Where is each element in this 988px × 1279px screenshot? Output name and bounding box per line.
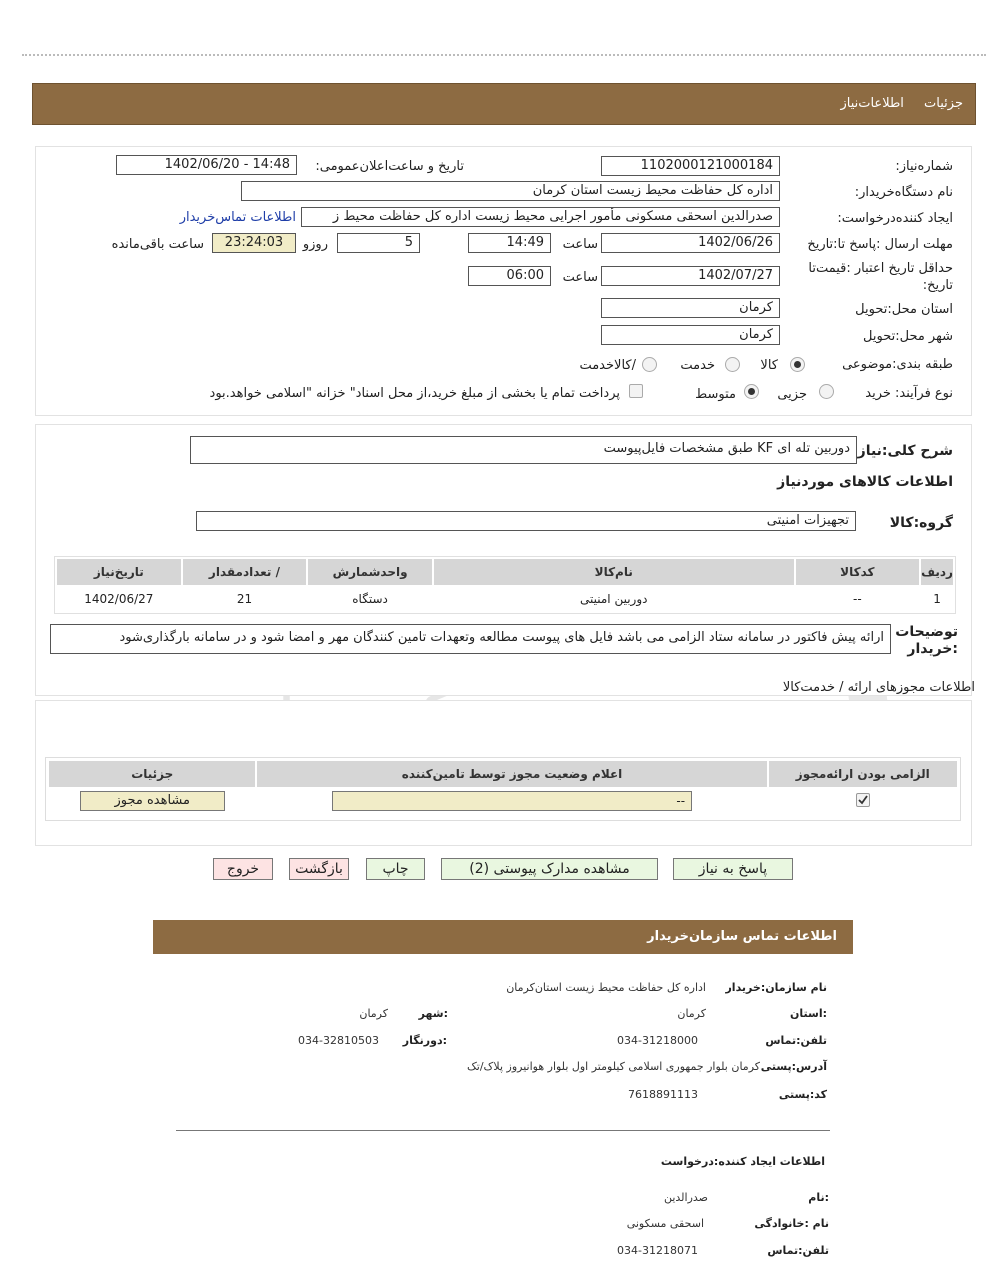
validity-label: حداقل تاریخ اعتبار :قیمت‌تا تاریخ:: [808, 261, 953, 293]
view-attachments-button[interactable]: مشاهده مدارک پیوستی (2): [441, 858, 658, 880]
city-contact-label: :شهر: [418, 1007, 448, 1020]
address-label: آدرس:پستی: [760, 1060, 827, 1073]
validity-date-field: 1402/07/27: [601, 266, 780, 286]
process-partial-radio[interactable]: [819, 384, 834, 399]
creator-label: ایجاد کننده‌درخواست:: [837, 211, 953, 226]
province-contact-value: کرمان: [677, 1007, 706, 1020]
category-goods-radio[interactable]: [790, 357, 805, 372]
permits-title: اطلاعات مجوزهای ارائه / خدمت‌کالا: [782, 680, 975, 695]
cell-date: 1402/06/27: [57, 587, 181, 611]
category-goods-label: کالا: [760, 358, 778, 373]
goods-info-title: اطلاعات کالاهای موردنیاز: [777, 474, 953, 490]
need-number-field: 1102000121000184: [601, 156, 780, 176]
city-field: کرمان: [601, 325, 780, 345]
org-value: اداره کل حفاظت محیط زیست استان‌کرمان: [506, 981, 706, 994]
category-both-label: /کالاخدمت: [579, 358, 636, 373]
treasury-payment-checkbox[interactable]: [629, 384, 643, 398]
postal-value: 7618891113: [628, 1088, 698, 1101]
buyer-field: اداره کل حفاظت محیط زیست استان کرمان: [241, 181, 780, 201]
cell-code: --: [796, 587, 919, 611]
cell-quantity: 21: [183, 587, 307, 611]
days-label: روزو: [302, 237, 328, 252]
creator-phone-label: تلفن:تماس: [767, 1244, 829, 1257]
goods-table: [54, 556, 956, 614]
contact-divider: [176, 1130, 830, 1131]
table-row: [49, 789, 957, 813]
category-service-radio[interactable]: [725, 357, 740, 372]
category-label: طبقه بندی:موضوعی: [842, 357, 953, 372]
creator-family-value: اسحقی مسکونی: [626, 1217, 704, 1230]
general-description-field: دوربین تله ای KF طبق مشخصات فایل‌پیوست: [190, 436, 857, 464]
creator-phone-value: 034-31218071: [617, 1244, 698, 1257]
col-row: ردیف: [921, 559, 953, 585]
cell-unit: دستگاه: [308, 587, 432, 611]
validity-time-field: 06:00: [468, 266, 551, 286]
col-quantity: / تعدادمقدار: [183, 559, 307, 585]
col-permit-status: اعلام وضعیت مجوز توسط تامین‌کننده: [257, 761, 766, 787]
tab-need-info[interactable]: اطلاعات‌نیاز: [840, 96, 904, 111]
cell-row: 1: [921, 587, 953, 611]
view-permit-button[interactable]: مشاهده مجوز: [80, 791, 225, 811]
table-row: [57, 587, 953, 611]
phone-value: 034-31218000: [617, 1034, 698, 1047]
deadline-hour-label: ساعت: [562, 237, 598, 252]
permit-status-cell: [257, 789, 766, 813]
col-code: کدکالا: [796, 559, 919, 585]
org-label: نام سازمان:خریدار: [725, 981, 827, 994]
phone-label: تلفن:تماس: [765, 1034, 827, 1047]
reply-button[interactable]: پاسخ به نیاز: [673, 858, 793, 880]
fax-label: :دورنگار: [402, 1034, 447, 1047]
province-label: استان محل:تحویل: [855, 302, 953, 317]
city-contact-value: کرمان: [359, 1007, 388, 1020]
days-field: 5: [337, 233, 420, 253]
details-tab-bar: [32, 83, 976, 125]
announce-label: تاریخ و ساعت‌اعلان‌عمومی:: [315, 159, 464, 174]
creator-info-title: اطلاعات ایجاد کننده:درخواست: [660, 1155, 825, 1168]
address-value: کرمان بلوار جمهوری اسلامی کیلومتر اول بلوار هوانیروز پلاک/تک: [466, 1060, 760, 1073]
category-both-radio[interactable]: [642, 357, 657, 372]
exit-button[interactable]: خروج: [213, 858, 273, 880]
permits-table: [47, 759, 959, 815]
province-contact-label: :استان: [790, 1007, 827, 1020]
check-icon: [857, 794, 869, 806]
top-divider: [22, 54, 986, 56]
announce-field: 1402/06/20 - 14:48: [116, 155, 297, 175]
process-label: نوع فرآیند: خرید: [865, 386, 953, 401]
creator-name-value: صدرالدین: [663, 1191, 708, 1204]
postal-label: کد:پستی: [778, 1088, 827, 1101]
buyer-label: نام دستگاه‌خریدار:: [854, 185, 953, 200]
fax-value: 034-32810503: [298, 1034, 379, 1047]
remaining-label: ساعت باقی‌مانده: [111, 237, 204, 252]
need-number-label: شماره‌نیاز:: [895, 159, 953, 174]
validity-hour-label: ساعت: [562, 270, 598, 285]
creator-family-label: نام :خانوادگی: [754, 1217, 829, 1230]
buyer-notes-label: توضیحات :خریدار: [895, 624, 958, 657]
city-label: شهر محل:تحویل: [863, 329, 953, 344]
treasury-payment-note: پرداخت تمام یا بخشی از مبلغ خرید،از محل اسناد" خزانه "اسلامی خواهد.بود: [209, 386, 620, 401]
col-date: تاریخ‌نیاز: [57, 559, 181, 585]
permit-details-cell: [49, 789, 255, 813]
deadline-label: مهلت ارسال :پاسخ تا:تاریخ: [807, 237, 953, 252]
creator-field: صدرالدین اسحقی مسکونی مأمور اجرایی محیط زیست اداره کل حفاظت محیط ز: [301, 207, 780, 227]
general-description-label: شرح کلی:نیاز: [857, 443, 953, 459]
col-name: نام‌کالا: [434, 559, 794, 585]
process-medium-radio[interactable]: [744, 384, 759, 399]
buyer-notes-field: ارائه پیش فاکتور در سامانه ستاد الزامی می باشد فایل های پیوست مطالعه وتعهدات تامین کنندگان مهر و امضا شود و در سامانه بارگذاری‌شود: [50, 624, 891, 654]
permit-status-field: --: [332, 791, 692, 811]
goods-group-field: تجهیزات امنیتی: [196, 511, 856, 531]
col-permit-required: الزامی بودن ارائه‌مجوز: [769, 761, 957, 787]
buyer-contact-link[interactable]: اطلاعات تماس‌خریدار: [179, 210, 296, 225]
goods-group-label: گروه:کالا: [889, 515, 953, 531]
col-permit-details: جزئیات: [49, 761, 255, 787]
deadline-date-field: 1402/06/26: [601, 233, 780, 253]
col-unit: واحدشمارش: [308, 559, 432, 585]
back-button[interactable]: بازگشت: [289, 858, 349, 880]
remaining-time-field: 23:24:03: [212, 233, 296, 253]
process-medium-label: متوسط: [695, 387, 736, 402]
permit-required-cell: [769, 789, 957, 813]
province-field: کرمان: [601, 298, 780, 318]
tab-details[interactable]: جزئیات: [924, 96, 963, 111]
contact-header: اطلاعات تماس سازمان‌خریدار: [153, 920, 853, 954]
cell-name: دوربین امنیتی: [434, 587, 794, 611]
permit-required-checkbox[interactable]: [856, 793, 870, 807]
process-partial-label: جزیی: [777, 387, 807, 402]
print-button[interactable]: چاپ: [366, 858, 425, 880]
category-service-label: خدمت: [680, 358, 715, 373]
deadline-time-field: 14:49: [468, 233, 551, 253]
creator-name-label: :نام: [808, 1191, 829, 1204]
